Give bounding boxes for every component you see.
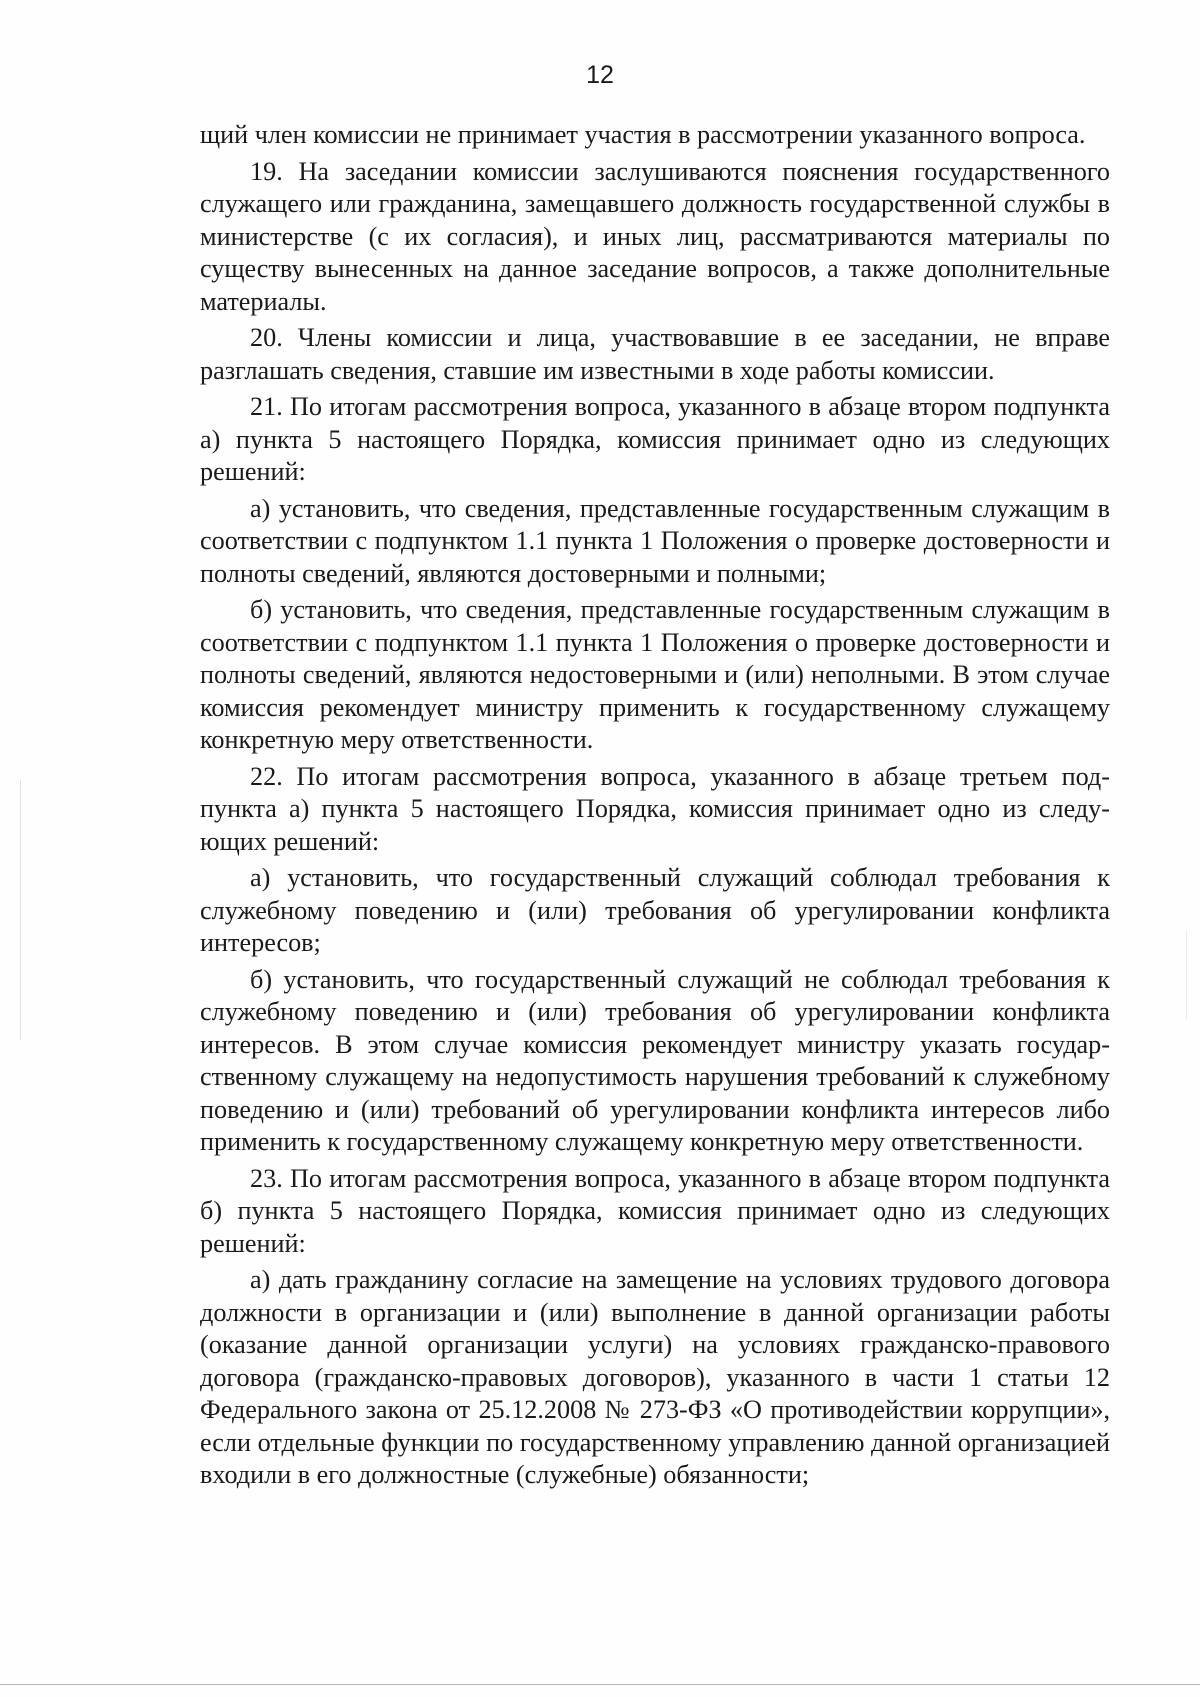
page-bottom-rule — [0, 1684, 1200, 1685]
paragraph-continuation: щий член комиссии не принимает участия в рассмотрении указанного вопроса. — [200, 120, 1086, 149]
paragraph-22: 22. По итогам рассмотрения вопроса, указанного в абзаце третьем подпункта а) пункта 5 настоящего Порядка, комиссия принимает одно из следующих решений: — [200, 761, 1110, 856]
paragraph-23: 23. По итогам рассмотрения вопроса, указанного в абзаце втором подпункта б) пункта 5 настоящего Порядка, комиссия принимает одно из следующих решений: — [200, 1163, 1110, 1258]
scan-edge-mark-right — [1186, 930, 1187, 1020]
paragraph-21-b: б) установить, что сведения, представленные государственным служащим в соответствии с подпунктом 1.1 пункта 1 Положения о проверке достоверности и полноты сведений, являются недостоверными и (или) неполными. В этом случае комиссия рекомендует министру применить к государственному служащему конкретную меру ответственности. — [200, 595, 1110, 754]
paragraph-22-a: а) установить, что государственный служащий соблюдал требования к служебному поведению и (или) требования об урегулировании конфликта интересов; — [200, 863, 1110, 957]
paragraph-21-a: а) установить, что сведения, представленные государственным служащим в соответствии с подпунктом 1.1 пункта 1 Положения о проверке достоверности и полноты сведений, являются достоверными и полными; — [200, 493, 1110, 588]
paragraph-23-a: а) дать гражданину согласие на замещение на условиях трудового договора должности в организации и (или) выполнение в данной организации работы (оказание данной организации услуги) на условиях гражданско-правового договора (гражданско-правовых договоров), указанного в части 1 статьи 12 Федерального закона от 25.12.2008 № 273-ФЗ «О противодействии коррупции», если отдельные функции по государственному управлению данной организацией входили в его должностные (служебные) обязанности; — [200, 1265, 1110, 1489]
paragraph-20: 20. Члены комиссии и лица, участвовавшие в ее заседании, не вправе разглашать сведения, ставшие им известными в ходе работы комиссии. — [200, 323, 1110, 385]
scan-edge-mark-left — [20, 780, 21, 1040]
document-body — [200, 119, 1110, 1496]
paragraph-19: 19. На заседании комиссии заслушиваются пояснения государственного служащего или гражданина, замещавшего должность государственной службы в министерстве (с их согласия), и иных лиц, рассматриваются материалы по существу вынесенных на данное заседание вопросов, а также дополнительные материалы. — [200, 156, 1110, 316]
paragraph-21: 21. По итогам рассмотрения вопроса, указанного в абзаце втором подпункта а) пункта 5 настоящего Порядка, комиссия принимает одно из следующих решений: — [200, 392, 1110, 486]
paragraph-22-b: б) установить, что государственный служащий не соблюдал требования к служебному поведению и (или) требования об урегулировании конфликта интересов. В этом случае комиссия рекомендует министру указать государственному служащему на недопустимость нарушения требований к служебному поведению и (или) требований об урегулировании конфликта интересов либо применить к государственному служащему конкретную меру ответственности. — [200, 964, 1110, 1156]
page-number: 12 — [586, 61, 614, 89]
